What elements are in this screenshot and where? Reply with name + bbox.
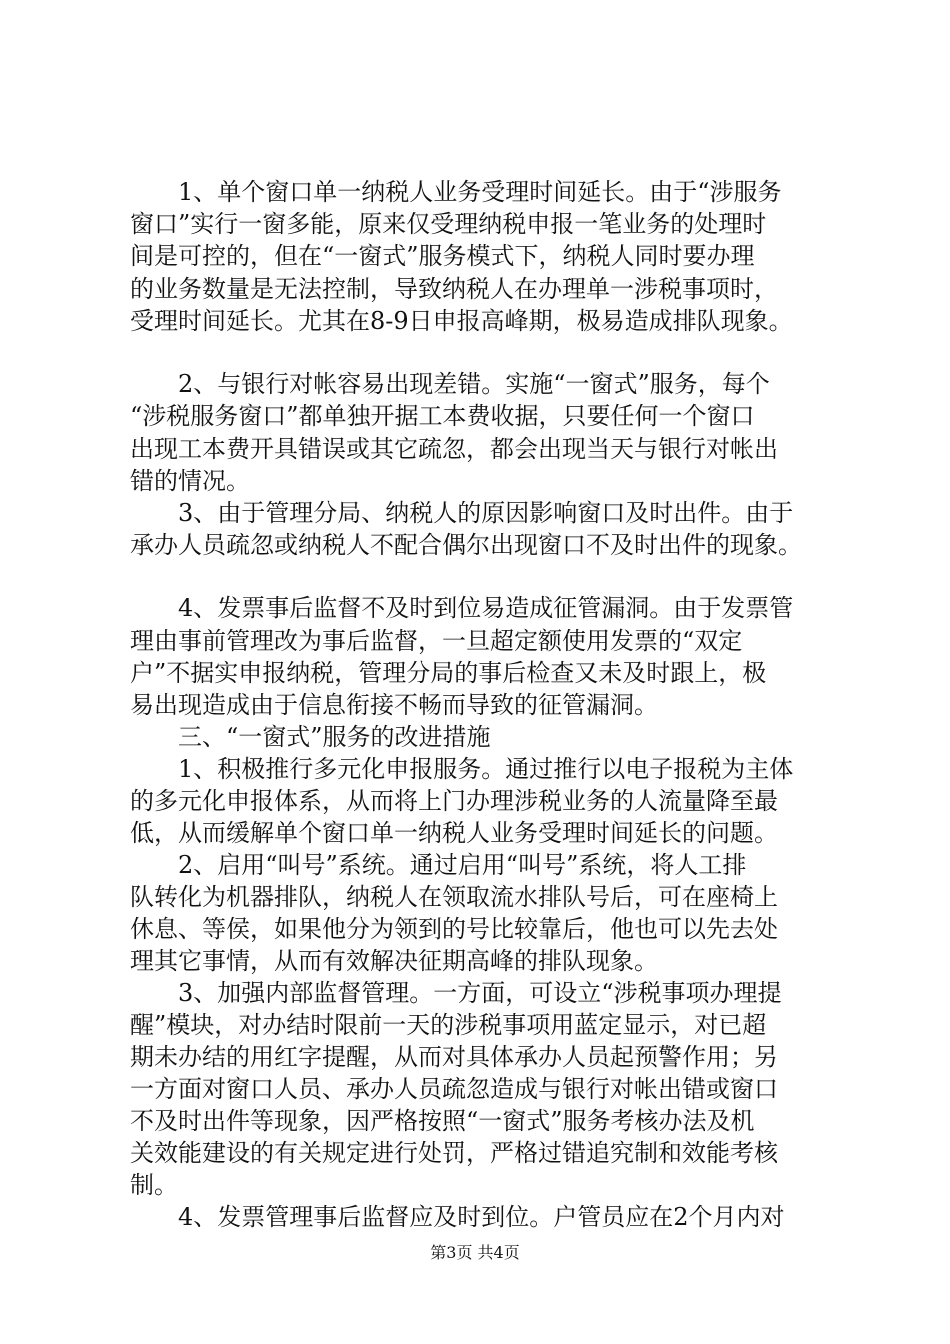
text-line: 户”不据实申报纳税，管理分局的事后检查又未及时跟上，极 <box>130 659 767 687</box>
text-line: 3、由于管理分局、纳税人的原因影响窗口及时出件。由于 <box>130 499 794 527</box>
text-line: 理其它事情，从而有效解决征期高峰的排队现象。 <box>130 947 658 975</box>
text-line: 醒”模块，对办结时限前一天的涉税事项用蓝定显示，对已超 <box>130 1011 767 1039</box>
text-line: 一方面对窗口人员、承办人员疏忽造成与银行对帐出错或窗口 <box>130 1075 778 1103</box>
text-line: 不及时出件等现象，因严格按照“一窗式”服务考核办法及机 <box>130 1107 755 1135</box>
text-line: 受理时间延长。尤其在8-9日申报高峰期，极易造成排队现象。 <box>130 307 793 335</box>
text-line: 理由事前管理改为事后监督，一旦超定额使用发票的“双定 <box>130 627 743 655</box>
text-line: 4、发票管理事后监督应及时到位。户管员应在2个月内对 <box>130 1203 785 1231</box>
text-line: 4、发票事后监督不及时到位易造成征管漏洞。由于发票管 <box>130 594 794 622</box>
text-line: 2、启用“叫号”系统。通过启用“叫号”系统，将人工排 <box>130 851 747 879</box>
text-line: 制。 <box>130 1171 178 1199</box>
text-line: 休息、等侯，如果他分为领到的号比较靠后，他也可以先去处 <box>130 915 778 943</box>
section-heading: 三、“一窗式”服务的改进措施 <box>130 723 491 751</box>
text-line: 的业务数量是无法控制，导致纳税人在办理单一涉税事项时， <box>130 275 778 303</box>
text-line: 关效能建设的有关规定进行处罚，严格过错追究制和效能考核 <box>130 1139 778 1167</box>
text-line: 1、单个窗口单一纳税人业务受理时间延长。由于“涉服务 <box>130 178 782 206</box>
text-line: 低，从而缓解单个窗口单一纳税人业务受理时间延长的问题。 <box>130 819 778 847</box>
text-line: 错的情况。 <box>130 467 250 495</box>
text-line: 1、积极推行多元化申报服务。通过推行以电子报税为主体 <box>130 755 794 783</box>
text-line: “涉税服务窗口”都单独开据工本费收据，只要任何一个窗口 <box>130 402 755 430</box>
text-line: 承办人员疏忽或纳税人不配合偶尔出现窗口不及时出件的现象。 <box>130 531 802 559</box>
text-line: 2、与银行对帐容易出现差错。实施“一窗式”服务，每个 <box>130 370 770 398</box>
text-line: 出现工本费开具错误或其它疏忽，都会出现当天与银行对帐出 <box>130 435 778 463</box>
text-line: 期未办结的用红字提醒，从而对具体承办人员起预警作用；另 <box>130 1043 778 1071</box>
text-line: 的多元化申报体系，从而将上门办理涉税业务的人流量降至最 <box>130 787 778 815</box>
page-number: 第3页 共4页 <box>430 1243 520 1262</box>
text-line: 3、加强内部监督管理。一方面，可设立“涉税事项办理提 <box>130 979 782 1007</box>
text-line: 窗口”实行一窗多能，原来仅受理纳税申报一笔业务的处理时 <box>130 210 767 238</box>
text-line: 间是可控的，但在“一窗式”服务模式下，纳税人同时要办理 <box>130 242 755 270</box>
text-line: 队转化为机器排队，纳税人在领取流水排队号后，可在座椅上 <box>130 883 778 911</box>
text-line: 易出现造成由于信息衔接不畅而导致的征管漏洞。 <box>130 691 658 719</box>
